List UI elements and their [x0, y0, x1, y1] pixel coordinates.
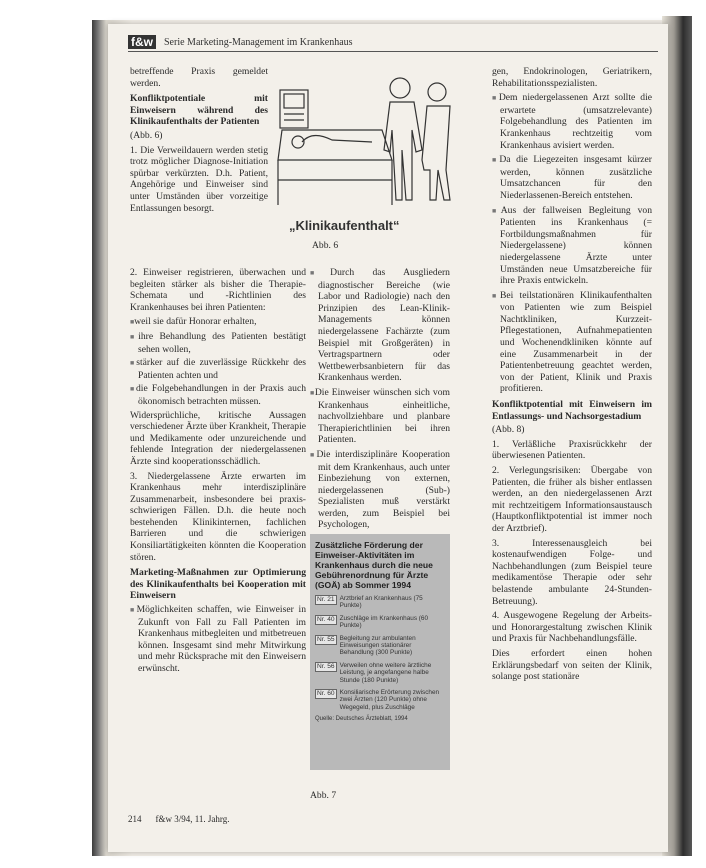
book-page — [108, 24, 668, 852]
page-number: 214 — [128, 814, 142, 824]
fee-code: Nr. 55 — [317, 635, 335, 643]
column-1-lower — [130, 267, 306, 678]
fee-description: Arztbrief an Krankenhaus (75 Punkte) — [339, 595, 423, 610]
list-item: ■ ihre Behandlung des Patienten bestätigt sehen wollen, — [130, 331, 306, 355]
info-box — [310, 534, 450, 770]
list-item: ■ stärker auf die zuverlässige Rückkehr des Patienten achten und — [130, 357, 306, 381]
list-item — [315, 595, 445, 610]
paragraph: 1. Die Verweildauern werden stetig trotz möglicher Diagnose-Initiation spürbar verkürzten. D.h. Patient, Angehörige und Einweiser sind unter Umständen über vorzeitige Entlassungen besorgt. — [130, 144, 268, 214]
paragraph: Dies erfordert einen hohen Erklärungsbedarf von seiten der Klinik, solange post stationäre — [492, 647, 652, 683]
paragraph: gen, Endokrinologen, Geriatrikern, Rehabilitationsspezialisten. — [492, 66, 652, 89]
paragraph: ■ Durch das Ausgliedern diagnostischer Bereiche (wie Labor und Radiologie) nach den Prinzipien des Lean-Klinik-Managements können niedergelassene Fachärzte (zum Beispiel mit Großgeräten) in Vertragspartnern oder Wettbewerbsanbietern für das Krankenhaus werden. — [310, 267, 450, 384]
fee-description: Konsiliarische Erörterung zwischen zwei Ärzten (120 Punkte) ohne Wegegeld, plus Zuschläge — [339, 689, 440, 711]
paragraph: ■ Aus der fallweisen Begleitung von Patienten ins Krankenhaus (= Fortbildungsmaßnahmen für Niedergelassene) können niedergelassene Ärzte unter Umständen neue Umsatzbereiche für ihre Praxis entwickeln. — [492, 205, 652, 287]
list-item — [315, 662, 445, 684]
info-box-source: Quelle: Deutsches Ärzteblatt, 1994 — [315, 716, 408, 723]
section-heading: Konfliktpotential mit Einweisern im Entlassungs- und Nachsorgestadium — [492, 399, 652, 422]
paragraph: ■ Die Einweiser wünschen sich vom Krankenhaus einheitliche, nachvollziehbare und planbare Therapierichtlinien bei ihren Patienten. — [310, 387, 450, 446]
fee-description: Verweilen ohne weitere ärztliche Leistung, je angefangene halbe Stunde (180 Punkte) — [339, 661, 432, 684]
fee-description: Zuschläge im Krankenhaus (60 Punkte) — [339, 614, 429, 630]
paragraph: 4. Ausgewogene Regelung der Arbeits- und Honorargestaltung zwischen Klinik und Praxis für Nachbehandlungsfälle. — [492, 610, 652, 645]
info-box-title: Zusätzliche Förderung der Einweiser-Aktivitäten im Krankenhaus durch die neue Gebührenordnung für Ärzte (GOÄ) ab Sommer 1994 — [315, 540, 433, 590]
figure-caption: Abb. 6 — [312, 240, 339, 251]
paragraph: ■ Die interdisziplinäre Kooperation mit dem Krankenhaus, auch unter Einbeziehung von externen, niedergelassenen (Sub-) Spezialisten muß verstärkt werden, zum Beispiel bei Psychologen, — [310, 449, 450, 531]
fee-code: Nr. 21 — [317, 596, 335, 603]
fee-code: Nr. 60 — [317, 690, 335, 698]
list-item: ■ die Folgebehandlungen in der Praxis auch ökonomisch betrachten müssen. — [130, 383, 306, 407]
page-footer — [128, 814, 230, 824]
list-item — [315, 635, 445, 657]
paragraph: Widersprüchliche, kritische Aussagen verschiedener Ärzte über Krankheit, Therapie und Medikamente oder unzureichende und fehlende Integration der niedergelassenen Ärzte sind kooperationsschädlich. — [130, 409, 306, 467]
figure-reference: (Abb. 8) — [492, 424, 525, 436]
paragraph: ■ Bei teilstationären Klinikaufenthalten von Patienten wie zum Beispiel Nachtkliniken, Kurzzeit-Pflegestationen, Aufnahmepatienten und Wochenendkliniken könnte auf eine Zusammenarbeit in der Patientenbetreuung geachtet werden, von der Patient, Klinik und Praxis profitieren. — [492, 290, 652, 395]
column-2 — [310, 267, 450, 534]
section-heading: Marketing-Maßnahmen zur Optimierung des Klinikaufenthalts bei Kooperation mit Einweisern — [130, 567, 306, 602]
paragraph: 2. Verlegungsrisiken: Übergabe von Patienten, die früher als bisher entlassen werden, an den niedergelassenen Arzt mit rechtzeitigem Informationsaustausch (Hauptkonfliktpotential ist immer noch der Arztbrief). — [492, 465, 652, 534]
section-heading: Konfliktpotentiale mit Einweisern während des Klinikaufenthalts der Patienten — [130, 93, 268, 128]
list-item: ■ weil sie dafür Honorar erhalten, — [130, 316, 306, 329]
figure-caption: Abb. 7 — [310, 790, 337, 801]
column-1 — [130, 66, 268, 217]
paragraph: betreffende Praxis gemeldet werden. — [130, 66, 268, 89]
column-3 — [492, 66, 652, 686]
paragraph: 2. Einweiser registrieren, überwachen und begleiten stärker als bisher die Therapie-Schemata und -Richtlinien des Krankenhauses bei ihren Patienten: — [130, 267, 306, 313]
paragraph: 3. Niedergelassene Ärzte erwarten im Krankenhaus mehr interdisziplinäre Zusammenarbeit, insbesondere bei praxis-schwierigen Fällen. D.h. die heute noch bestehenden Klinikinternen, fachlichen Barrieren und die schwierigen Konsiliartätigkeiten könnten die Kooperation stören. — [130, 470, 306, 563]
series-title: Serie Marketing-Management im Krankenhaus — [164, 36, 353, 48]
figure-reference: (Abb. 6) — [130, 129, 163, 141]
paragraph: ■ Möglichkeiten schaffen, wie Einweiser in Zukunft von Fall zu Fall Patienten im Krankenhaus mitbegleiten und mitbetreuen können. Insgesamt sind mehr Mitwirkung und mehr Rücksprache mit den Einweisern erwünscht. — [130, 604, 306, 675]
issue-info: f&w 3/94, 11. Jahrg. — [155, 814, 230, 824]
list-item — [315, 689, 445, 711]
list-item — [315, 615, 445, 630]
paragraph: 3. Interessenausgleich bei kostenaufwendigen Folge- und Nachbehandlungen (zum Beispiel teure medikamentöse Therapie oder sehr belastende ambulante 24-Stunden-Betreuung). — [492, 537, 652, 607]
fee-description: Begleitung zur ambulanten Einweisungen stationärer Behandlung (300 Punkte) — [339, 634, 416, 657]
paragraph: 1. Verläßliche Praxisrückkehr der überwiesenen Patienten. — [492, 438, 652, 462]
paragraph: ■ Dem niedergelassenen Arzt sollte die erwartete (umsatzrelevante) Folgebehandlung des Patienten im Krankenhaus rechtzeitig vom Krankenhaus avisiert werden. — [492, 92, 652, 151]
paragraph: ■ Da die Liegezeiten insgesamt kürzer werden, können zusätzliche Umsatzchancen für den Niederlassenen-Bereich entstehen. — [492, 154, 652, 201]
fee-code: Nr. 40 — [317, 615, 335, 623]
fee-code: Nr. 56 — [317, 662, 335, 670]
journal-logo: f&w — [128, 35, 156, 49]
figure-title: „Klinikaufenthalt“ — [289, 218, 400, 233]
page-header — [128, 33, 658, 52]
